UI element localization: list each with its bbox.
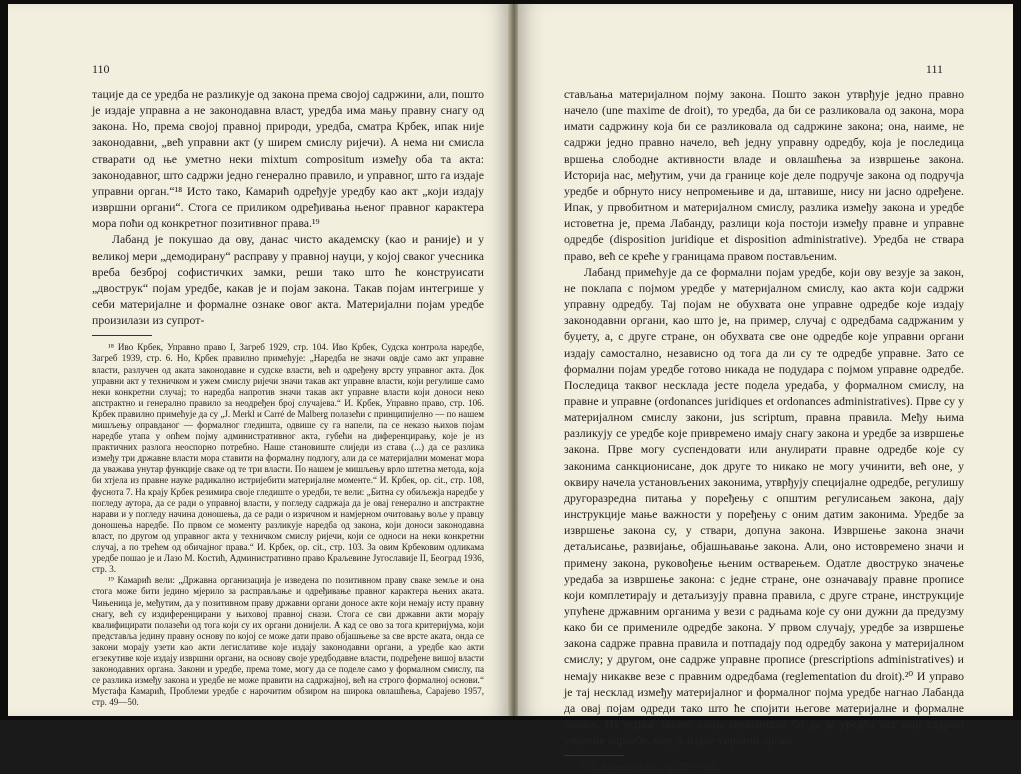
left-page-body (92, 86, 484, 708)
footnote-20: ²⁰ П. Лабанд, op. cit., стр. 379—383. (580, 762, 719, 773)
footnote-18: ¹⁸ Иво Крбек, Управно право I, Загреб 1929, стр. 104. Иво Крбек, Судска контрола наредбе, Загреб 1939, стр. 6. Но, Крбек правилно примећује: „Наредба не значи овдје само акт управне власти, разлучен од аката законодавне и судске власти, већ и одређену врсту управног акта. Док управни акт у техничком и ужем смислу ријечи значи такав акт управне власти, који регулише само неки конкретни случај; то наредба напротив значи такав акт управне власти који доноси неко апстрактно и генерално правило за неодређен број случајева.“ И. Крбек, Управно право, стр. 106. Крбек правилно примећује да су „J. Merkl и Carré de Malberg полазећи с принципијелно — по нашем мишљењу оправданог — формалног гледишта, одвише су га напели, па се неказо њихов појам наредбе утапа у опћем појму административног акта, губећи на диференцирању, које је из практичних разлога неоспорно потребно. Наше становиште слиједи из става (...) да се разлика између три државне власти мора ставити на формалну подлогу, али да се материјални моменат мора да уважава унутар функције сваке од те три власти. По нашем је мишљењу врло штетна метода, која би хтјела из правне науке радикално истријебити материјалне моменте.“ И. Крбек, op. cit., стр. 108, фуснота 7. На крају Крбек резимира своје гледиште о уредби, те вели: „Битна су обиљежја наредбе у погледу аутора, да се ради о управној власти, у погледу садржаја да је овај генерално и апстрактне нарави и у погледу начина доношења, да се ради о изричном и намјерном очитовању воље у правцу доношења наредбе. По првом се моменту разликује наредба од закона, који доноси законодавна власт, по другом од управног акта у техничком смислу ријечи, који се односи на неки конкретни случај, а по трећем од обичајног права.“ И. Крбек, op. cit., стр. 103. За овим Крбековим одликама уредбе пошао је и Лазо М. Костић, Административно право Краљевине Југославије II, Београд 1936, стр. 3. (92, 342, 484, 575)
paragraph-left-1: тације да се уредба не разликује од закона према својој садржини, али, пошто је издаје управна а не законодавна власт, уредба има мању правну снагу од закона. Но, према својој правној природи, уредба, сматра Крбек, ипак није законодавни, „већ управни акт (у ширем смислу ријечи). А нема ни смисла стварати од ње уметно неки mixtum compositum између оба та акта: законодавног, што садржи једно генерално правило, и управног, што га издаје управни орган.“¹⁸ Исто тако, Камарић одређује уредбу као акт „који издају извршни органи“. Стога се приликом одређивања њеног правног карактера мора поћи од конкретног позитивног права.¹⁹ (92, 87, 484, 231)
paragraph-left-2: Лабанд је покушао да ову, данас чисто академску (као и раније) и у великој мери „демодирану“ расправу у правној науци, у којој сваког учесника вреба безброј софистичких замки, реши тако што ће конструисати „двострук“ појам уредбе, какав је и појам закона. Такав појам интегрише у себи материјалне и формалне ознаке овог акта. Материјални појам уредбе произилази из супрот- (92, 232, 484, 328)
page-number-left: 110 (92, 62, 110, 76)
footnote-19: ¹⁹ Камарић вели: „Државна организација је изведена по позитивном праву сваке земље и она стога може бити једино мјерило за расправљање и одређивање правног карактера њених аката. Чињеница је, међутим, да у позитивном праву државни органи доносе акте који немају исту правну снагу, већ су издиференцирани у њиховој правној снази. Стога се сви државни акти морају квалифицирати полазећи од тога који су их органи донијели. А кад се ово за тога критеријума, који представља једину правну основу по којој се може дати право објашњење за све врсте аката, онда се закони морају узети као акти легислативе које издају законодавни органи, а уредбе као акти егзекутиве које издају извршни органи, на основу своје уредбодавне власти, подређене вишој власти законодавних органа. Закони и уредбе, према томе, могу да се поделе само у формалном смислу, па се разлика између закона и уредбе не може правити на садржајној, већ на строго формалној основи.“ Мустафа Камарић, Проблеми уредбе с нарочитим обзиром на широка овлашћења, Сарајево 1957, стр. 49—50. (92, 575, 484, 708)
right-page-body (564, 86, 964, 774)
right-page (518, 4, 1013, 773)
paragraph-right-1: стављања материјалном појму закона. Пошто закон утврђује једно правно начело (une maxime de droit), то уредба, да би се разликовала од закона, мора имати садржину која би се разликовала од садржине закона; она, наиме, не садржи једно правно начело, већ једну управну одредбу, која је последица вршења слободне активности владе и овлашћења за извршење закона. Историја нас, међутим, учи да границе које деле подручје закона од подручја уредбе и обрнуто нису непромењиве и да, штавише, нису ни јасно одређене. Ипак, у првобитном и материјалном смислу, разлика између закона и уредбе истоветна је, према Лабанду, разлици која постоји између правне и управне одредбе (disposition juridique et disposition administrative). Уредба не ствара право, већ се креће у границама правом постављеним. (564, 87, 964, 263)
paragraph-right-2: Лабанд примећује да се формални појам уредбе, који ову везује за закон, не поклапа с појмом уредбе у материјалном смислу, као акта који садржи управну одредбу. Тај појам не обухвата оне управне одредбе које издају законодавни органи, као што је, на пример, случај с одредбама садржаним у буџету, а, с друге стране, он обухвата све оне одредбе које управни органи издају самостално, независно од тога да ли су те одредбе управне. Зато се формални појам уредбе готово никада не подудара с појмом управне одредбе. Последица таквог нескладa јесте подела уредаба, у формалном смислу, на правне и управне (ordonances juridiques et ordonances administratives). Прве су у материјалном смислу закони, jus scriptum, правна правила. Међу њима разликују се уредбе које привремено имају снагу закона и уредбе за извршење закона. Прве могу суспендовати или анулирати правне одредбе које су законима санкционисане, док друге то никако не могу учинити, већ оне, у оквиру начела установљених законима, утврђују специјалне одредбе, регулишу другоразредна питања у поређењу с општим регулисањем закона, дају инструкције мање важности у поређењу с оним датим законима. Уредбе за извршење закона су, у ствари, допуна закона. Извршење закона значи детаљисање, развијање, објашњавање закона. Али, оно истовремено значи и примену закона, руковођење њеним остварењем. Одатле двоструко значење уредаба за извршење закона: с једне стране, оне означавају правне прописе који комплетирају и детаљизују правна правила, с друге стране, инструкције упућене државним органима у вези с радњама које су они дужни да предузму како би се примениле одредбе закона. У првом случају, уредбе за извршење закона садрже правна правила и потпадају под одредбу закона у материјалном смислу; у другом, оне садрже управне прописе (prescriptions administratives) и немају никакве везе с правним одредбама (reglementation du droit).²⁰ И управо је тај несклад између материјалног и формалног појма уредбе нагнао Лабанда да овај појам одреди тако што ће спојити његове материјалне и формалне ознаке. Из једног таквог споја произишло би да је уредба акт који садржи управне одредбе, које је издао управни орган. (564, 264, 964, 748)
left-page (8, 4, 510, 716)
footnote-divider-right (564, 755, 624, 756)
footnote-divider-left (92, 335, 152, 336)
page-number-right: 111 (925, 62, 943, 76)
